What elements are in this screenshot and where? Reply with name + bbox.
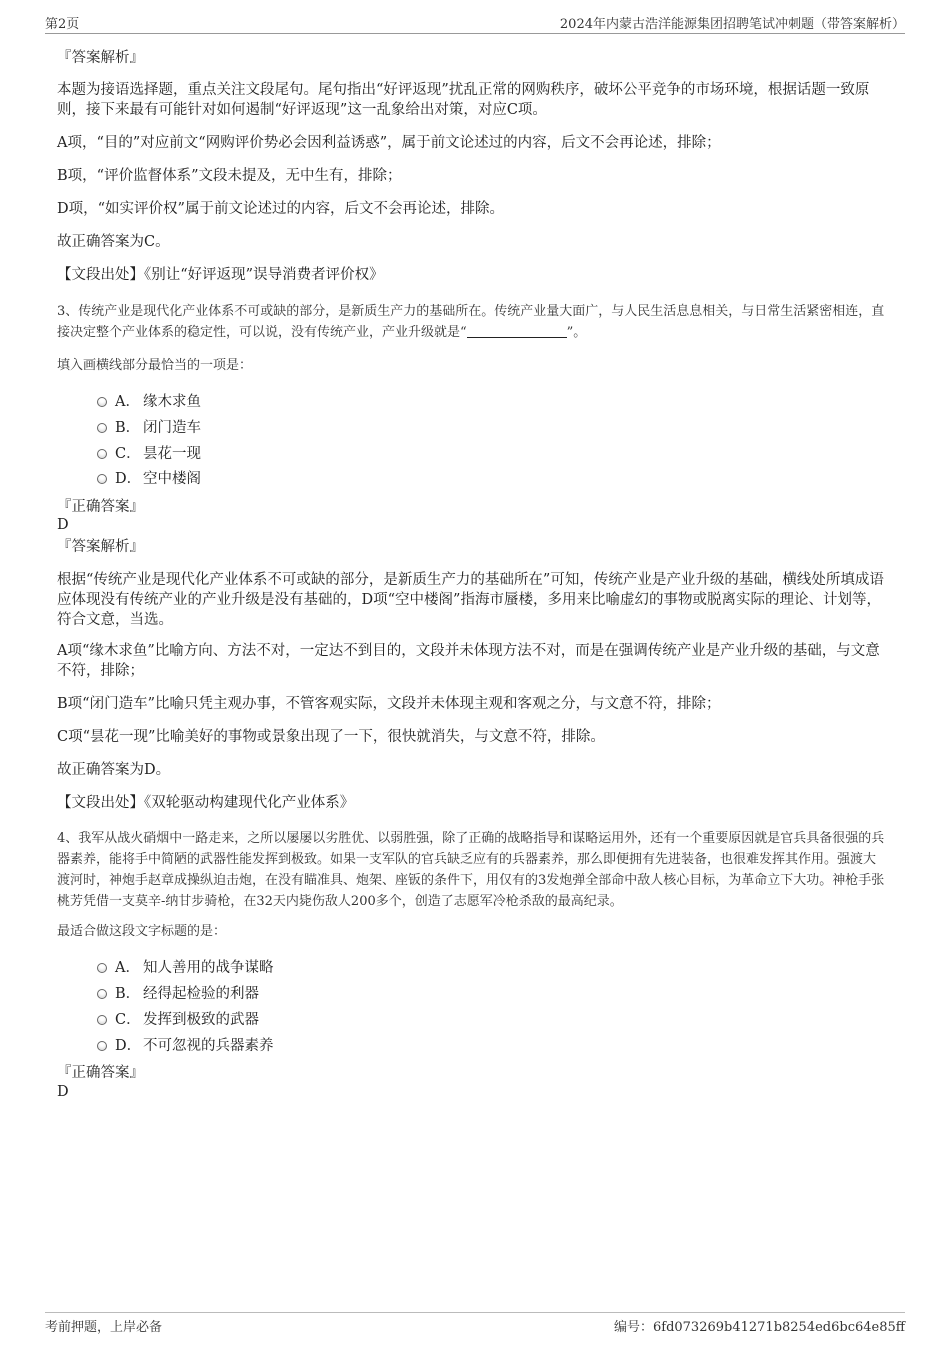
option-a[interactable]: A． 知人善用的战争谋略 xyxy=(97,958,274,978)
radio-button-icon[interactable] xyxy=(97,1041,107,1051)
radio-button-icon[interactable] xyxy=(97,423,107,433)
fill-blank-line xyxy=(467,323,567,338)
option-d[interactable]: D． 不可忽视的兵器素养 xyxy=(97,1036,274,1056)
option-d[interactable]: D． 空中楼阁 xyxy=(97,469,201,489)
footer-slogan: 考前押题，上岸必备 xyxy=(45,1320,163,1335)
option-c[interactable]: C． 发挥到极致的武器 xyxy=(97,1010,259,1030)
page-footer xyxy=(45,1312,905,1336)
option-b[interactable]: B． 经得起检验的利器 xyxy=(97,984,259,1004)
question-prompt: 最适合做这段文字标题的是： xyxy=(57,924,227,939)
analysis-paragraph: 故正确答案为C。 xyxy=(57,234,170,250)
radio-button-icon[interactable] xyxy=(97,397,107,407)
question-stem: 4、我军从战火硝烟中一路走来，之所以屡屡以劣胜优、以弱胜强，除了正确的战略指导和谋略运用外，还有一个重要原因就是官兵具备很强的兵器素养，能将手中简陋的武器性能发挥到极致。如果一支军队的官兵缺乏应有的兵器素养，那么即便拥有先进装备，也很难发挥其作用。强渡大渡河时，神炮手赵章成操纵迫击炮，在没有瞄准具、炮架、座钣的条件下，用仅有的3发炮弹全部命中敌人核心目标，为革命立下大功。神枪手张桃芳凭借一支莫辛-纳甘步骑枪，在32天内毙伤敌人200多个，创造了志愿军冷枪杀敌的最高纪录。 xyxy=(57,831,885,909)
option-a[interactable]: A． 缘木求鱼 xyxy=(97,392,201,412)
analysis-paragraph: 故正确答案为D。 xyxy=(57,762,171,778)
document-id: 编号：6fd073269b41271b8254ed6bc64e85ff xyxy=(613,1320,905,1335)
analysis-paragraph: 本题为接语选择题，重点关注文段尾句。尾句指出“好评返现”扰乱正常的网购秩序，破坏公平竞争的市场环境，根据话题一致原则，接下来最有可能针对如何遏制“好评返现”这一乱象给出对策，对应C项。 xyxy=(57,82,870,118)
correct-answer-label: 『正确答案』 xyxy=(57,499,144,515)
question-prompt: 填入画横线部分最恰当的一项是： xyxy=(57,358,253,373)
analysis-paragraph: D项，“如实评价权”属于前文论述过的内容，后文不会再论述，排除。 xyxy=(57,201,504,217)
analysis-paragraph: A项“缘木求鱼”比喻方向、方法不对，一定达不到目的，文段并未体现方法不对，而是在强调传统产业是产业升级的基础，与文意不符，排除； xyxy=(57,643,880,679)
radio-button-icon[interactable] xyxy=(97,1015,107,1025)
radio-button-icon[interactable] xyxy=(97,989,107,999)
analysis-paragraph: 根据“传统产业是现代化产业体系不可或缺的部分，是新质生产力的基础所在”可知，传统产业是产业升级的基础，横线处所填成语应体现没有传统产业的产业升级是没有基础的，D项“空中楼阁”指海市蜃楼，多用来比喻虚幻的事物或脱离实际的理论、计划等，符合文意，当选。 xyxy=(57,572,884,628)
radio-button-icon[interactable] xyxy=(97,963,107,973)
option-c[interactable]: C． 昙花一现 xyxy=(97,444,201,464)
analysis-paragraph: C项“昙花一现”比喻美好的事物或景象出现了一下，很快就消失，与文意不符，排除。 xyxy=(57,729,605,745)
correct-answer: D xyxy=(57,517,69,533)
analysis-paragraph: B项“闭门造车”比喻只凭主观办事，不管客观实际，文段并未体现主观和客观之分，与文意不符，排除； xyxy=(57,696,721,712)
document-title: 2024年内蒙古浩洋能源集团招聘笔试冲刺题（带答案解析） xyxy=(559,17,905,32)
question-stem: 3、传统产业是现代化产业体系不可或缺的部分，是新质生产力的基础所在。传统产业量大面广，与人民生活息息相关，与日常生活紧密相连，直接决定整个产业体系的稳定性，可以说，没有传统产业，产业升级就是“ ”。 xyxy=(57,304,885,340)
option-b[interactable]: B． 闭门造车 xyxy=(97,418,201,438)
analysis-paragraph: A项，“目的”对应前文“网购评价势必会因利益诱惑”，属于前文论述过的内容，后文不会再论述，排除； xyxy=(57,135,721,151)
page-number: 第2页 xyxy=(45,17,80,32)
analysis-label: 『答案解析』 xyxy=(57,539,144,555)
correct-answer-label: 『正确答案』 xyxy=(57,1065,144,1081)
source-citation: 【文段出处】《双轮驱动构建现代化产业体系》 xyxy=(57,795,355,811)
radio-button-icon[interactable] xyxy=(97,474,107,484)
analysis-paragraph: B项，“评价监督体系”文段未提及，无中生有，排除； xyxy=(57,168,402,184)
page-header xyxy=(45,13,905,34)
source-citation: 【文段出处】《别让“好评返现”误导消费者评价权》 xyxy=(57,267,384,283)
correct-answer: D xyxy=(57,1084,69,1100)
radio-button-icon[interactable] xyxy=(97,449,107,459)
analysis-label: 『答案解析』 xyxy=(57,50,144,66)
